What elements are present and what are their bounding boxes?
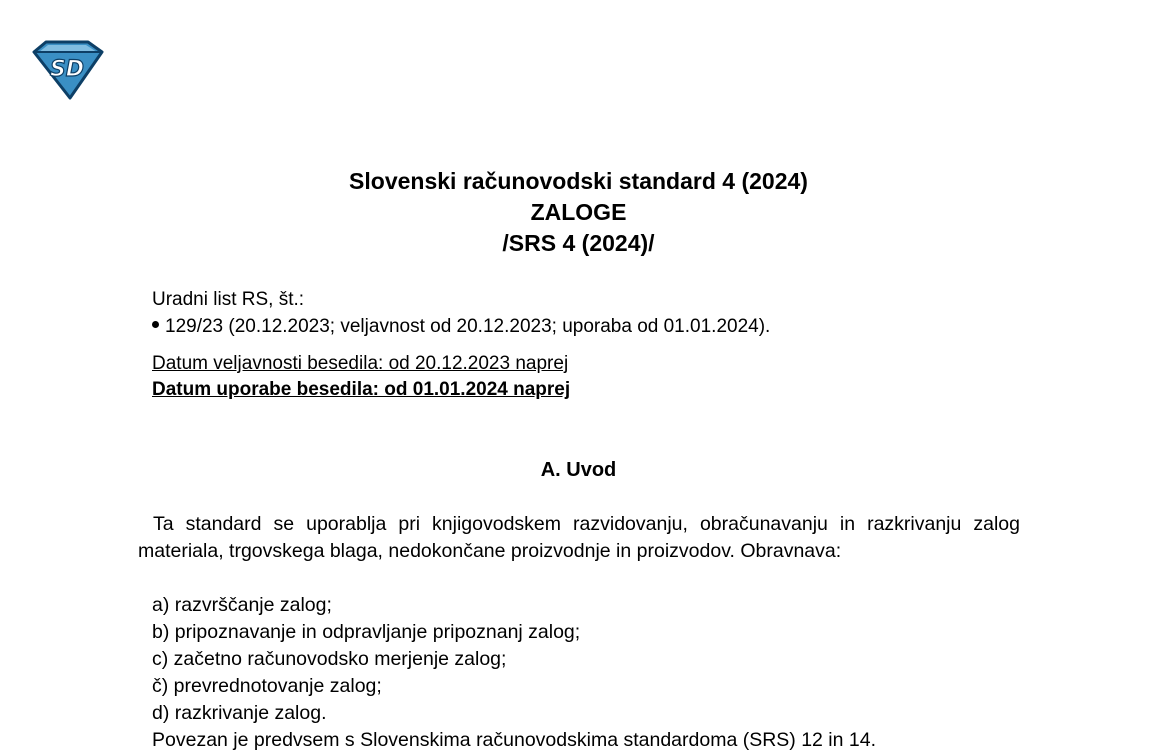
- list-item: [152, 673, 580, 700]
- list-marker: c): [152, 648, 169, 670]
- list-item-text: začetno računovodsko merjenje zalog;: [173, 648, 507, 670]
- gazette-label: Uradni list RS, št.:: [152, 289, 305, 310]
- bullet-icon: [152, 321, 159, 328]
- logo-graphic: [30, 40, 104, 100]
- list-marker: a): [152, 594, 170, 616]
- title-line-1: Slovenski računovodski standard 4 (2024): [349, 168, 808, 194]
- list-item-text: pripoznavanje in odpravljanje pripoznanj zalog;: [174, 621, 581, 643]
- list-marker: d): [152, 702, 170, 724]
- list-item: [152, 619, 580, 646]
- list-marker: č): [152, 675, 169, 697]
- intro-paragraph: Ta standard se uporablja pri knjigovodskem razvidovanju, obračunavanju in razkrivanju zalog materiala, trgovskega blaga, nedokončane proizvodnje in proizvodov. Obravnava:: [138, 513, 1020, 562]
- sd-diamond-logo-icon: [30, 40, 104, 100]
- list-item-text: razvrščanje zalog;: [174, 594, 332, 616]
- section-heading: A. Uvod: [540, 459, 617, 481]
- gazette-entry: [152, 313, 770, 340]
- list-item: [152, 700, 580, 727]
- title-line-3: /SRS 4 (2024)/: [502, 230, 655, 256]
- list-item-text: razkrivanje zalog.: [174, 702, 327, 724]
- logo-letters: SD: [49, 57, 85, 82]
- gazette-entry-text: 129/23 (20.12.2023; veljavnost od 20.12.2023; uporaba od 01.01.2024).: [165, 316, 771, 337]
- list-item: [152, 592, 580, 619]
- list-item: [152, 646, 580, 673]
- list-marker: b): [152, 621, 170, 643]
- application-date: Datum uporabe besedila: od 01.01.2024 naprej: [152, 379, 571, 400]
- related-standards-text: Povezan je predvsem s Slovenskima računovodskima standardoma (SRS) 12 in 14.: [152, 729, 877, 751]
- validity-date: Datum veljavnosti besedila: od 20.12.2023 naprej: [152, 353, 569, 374]
- document-title: [0, 166, 1157, 259]
- list-item-text: prevrednotovanje zalog;: [173, 675, 382, 697]
- text-dates: [152, 351, 570, 403]
- gazette-reference: [152, 286, 770, 340]
- title-line-2: ZALOGE: [530, 199, 627, 225]
- scope-list: [152, 592, 580, 727]
